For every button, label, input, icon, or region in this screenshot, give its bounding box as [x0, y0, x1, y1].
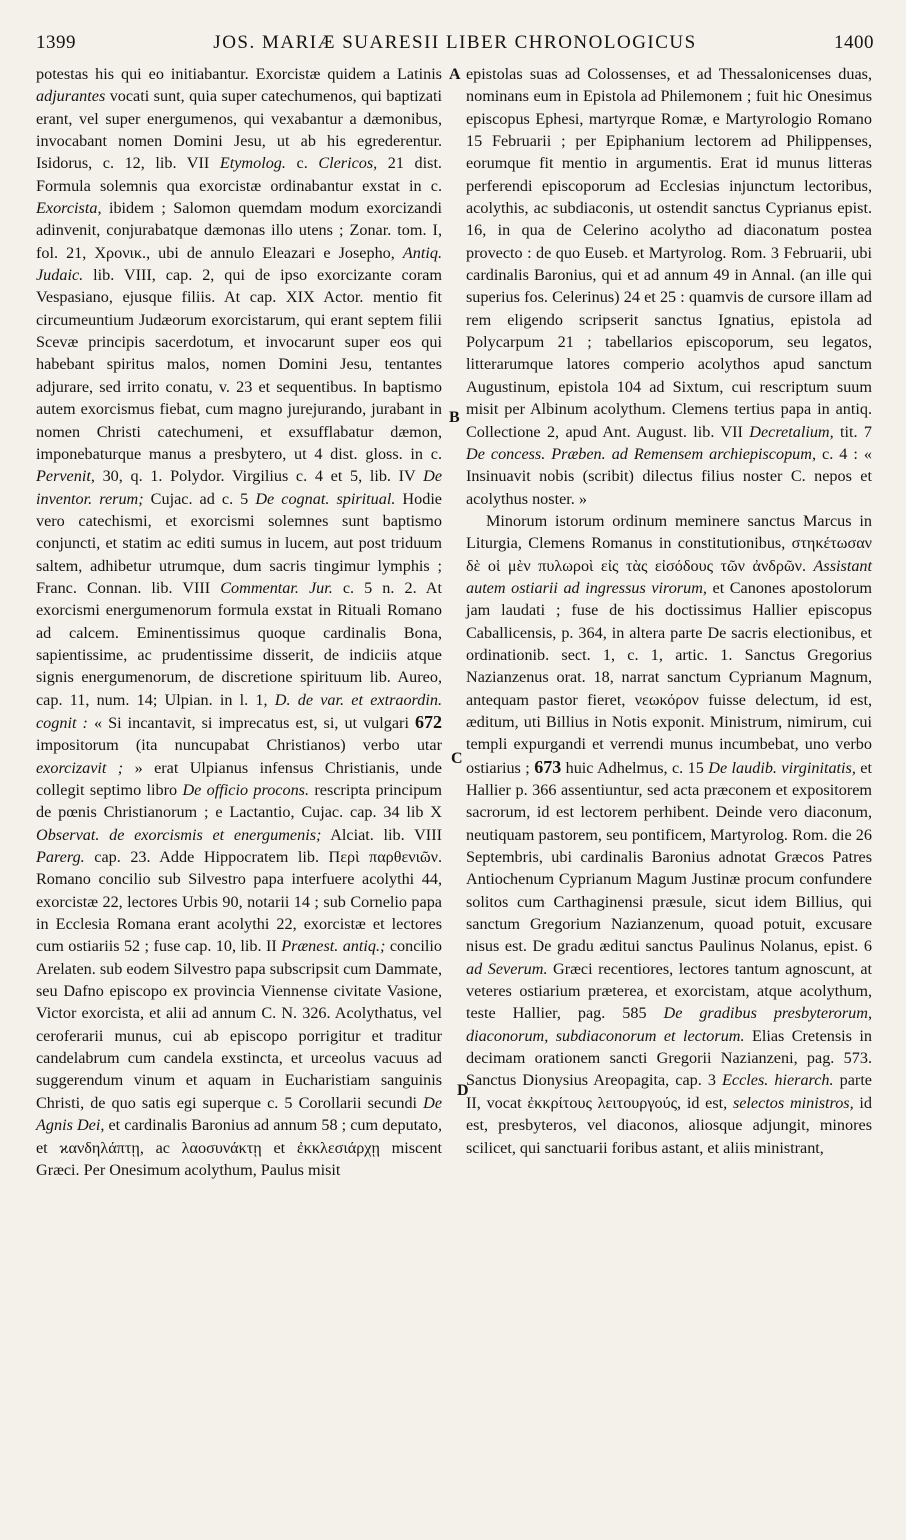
- italic-run: De inventor. rerum;: [36, 467, 442, 508]
- text-run: et Canones apostolorum jam laudati ; fuse de his doctissimus Hallier episcopus Caballicensis, p. 364, in altera parte De sacris electionibus, et ordinationib. sect. 1, c. 1, artic. 1. Sanctus Gregorius Nazianzenus orat. 18, narrat sanctum Cyprianum Magnum, antequam pastor fieret, νεωκόρον fuisse delectum, id est, æditum, uti Billius in Notis exponit. Ministrum, nimirum, cui templi expurgandi et verrendi munus incumbebat, uno verbo ostiarius ;: [466, 578, 872, 777]
- italic-run: Prænest. antiq.;: [281, 937, 386, 956]
- italic-run: Clericos,: [318, 154, 378, 173]
- left-column: [36, 63, 442, 1181]
- text-run: « Si incantavit, si imprecatus est, si, ut vulgari: [87, 713, 415, 732]
- italic-run: Eccles. hierarch.: [722, 1071, 834, 1090]
- italic-run: Antiq. Judaic.: [36, 243, 442, 285]
- text-run: » erat Ulpianus infensus Christianis, unde collegit septimo libro: [36, 758, 442, 799]
- italic-run: selectos ministros,: [732, 1093, 854, 1112]
- italic-run: De cognat. spiritual.: [255, 489, 396, 508]
- italic-run: ad Severum.: [466, 959, 548, 978]
- text-run: et cardinalis Baronius ad annum 58 ; cum deputato, et ϰανδηλάπτῃ, ac λαοσυνάκτῃ et ἐκκλεσιάρχῃ miscent Græci. Per Onesimum acolythum, Paulus misit: [36, 1116, 442, 1179]
- italic-run: Assistant autem ostiarii ad ingressus virorum,: [466, 556, 872, 597]
- text-run: Græci recentiores, lectores tantum agnoscunt, at veteres ostiarium præterea, et exorcistam, atque acolythum, teste Hallier, pag. 585: [466, 959, 873, 1023]
- italic-run: D. de var. et extraordin. cognit :: [36, 690, 442, 732]
- italic-run: exorcizavit ;: [36, 758, 124, 777]
- text-run: lib. VIII, cap. 2, qui de ipso exorcizante coram Vespasiano, ejusque filiis. At cap. XIX Actor. mentio fit circumeuntium Judæorum exorcistarum, qui erant septem filii Scevæ principis sacerdotum, et invocarunt super eos qui habebant spiritus malos, nomen Domini Jesu, tentantes adjurare, sed irrito conatu, v. 23 et sequentibus. In baptismo autem exorcismus fiebat, cum magno jurejurando, jurabant in nomen Christi catechumeni, et exsufflabatur dæmon, imponebaturque manus a presbytero, ut 4 dist. gloss. in c.: [36, 266, 442, 463]
- text-run: epistolas suas ad Colossenses, et ad Thessalonicenses duas, nominans eum in Epistola ad Philemonem ; fuit hic Onesimus episcopus Ephesi, martyrque Romæ, e Martyrologio Romano 15 Februarii ; per Epiphanium lectorem ad Philippenses, eorumque fit mentio in argumentis. Erat id munus litteras perferendi episcoporum ad Ecclesias injunctum lectoribus, acolythis, ac subdiaconis, ut ostendit sanctus Cyprianus epist. 16, in qua de Celerino acolytho ad diaconatum postea provecto : de quo Euseb. et Martyrolog. Rom. 3 Februarii, ubi cardinalis Baronius, qui et ad annum 49 in Annal. (an ille qui superius fos. Celerinus) 24 et 25 : quamvis de cursore illam ad rem eligendo scripserit sanctus Ignatius, epistola ad Polycarpum 21 ; tabellarios episcoporum, seu legatos, litterarumque latores comperio acolythos apud sanctum Augustinum, epistola 104 ad Sixtum, cui rescriptum suum misit per Albinum acolythum. Clemens tertius papa in antiq. Collectione 2, apud Ant. August. lib. VII: [466, 65, 872, 441]
- text-run: ibidem ; Salomon quemdam modum exorcizandi adinvenit, conjurabatque dæmonas illo utens ; Zonar. tom. I, fol. 21, Χρονικ., ubi de annulo Eleazari e Josepho,: [36, 199, 442, 262]
- italic-run: adjurantes: [36, 87, 106, 106]
- text-run: impositorum (ita nuncupabat Christianos) verbo utar: [36, 736, 442, 755]
- text-run: id est, presbyteros, vel diaconos, aliosque adjungit, minores scilicet, qui sanctuarii foribus astant, et aliis ministrant,: [466, 1093, 872, 1157]
- running-title: JOS. MARIÆ SUARESII LIBER CHRONOLOGICUS: [213, 32, 697, 53]
- text-run: Elias Cretensis in decimam orationem sancti Gregorii Nazianzeni, pag. 573. Sanctus Dionysius Areopagita, cap. 3: [466, 1026, 872, 1090]
- text-run: vocati sunt, quia super catechumenos, qui baptizati erant, vel super energumenos, qui vexabantur a dæmonibus, invocabant nomen Domini Jesu, ut ab his egrederentur. Isidorus, c. 12, lib. VII: [36, 87, 442, 173]
- text-run: potestas his qui eo initiabantur. Exorcistæ quidem a Latinis: [36, 65, 442, 83]
- italic-run: Etymolog.: [219, 154, 286, 173]
- text-run: et Hallier p. 366 assentiuntur, sed acta præconem et expositorem sacrorum, id est lectorem perhibent. Deinde vero diaconum, neutiquam pastorem, seu pontificem, Martyrolog. Rom. die 26 Septembris, ubi cardinalis Baronius adnotat Græcos Patres Antiochenum Cyprianum Magum Justinæ procum confundere solitos cum Carthaginensi præsule, sicut idem Billius, qui sanctum Gregorium Nazianzenum, quoad potuit, excusare nisus est. De gradu æditui sanctus Paulinus Nolanus, epist. 6: [466, 758, 872, 956]
- margin-marker-a: A: [449, 66, 461, 83]
- left-paragraph: [36, 63, 442, 1181]
- text-run: c. 4 : « Insinuavit nobis (scribit) dilectus filius noster C. nepos et acolythus noster. »: [466, 444, 873, 508]
- right-paragraph-1: [466, 63, 872, 510]
- text-run: c.: [285, 154, 319, 173]
- right-paragraph-2: [466, 510, 872, 1159]
- italic-run: Parerg.: [36, 848, 85, 867]
- text-run: concilio Arelaten. sub eodem Silvestro papa subscripsit cum Dammate, seu Dafno episcopo ex provincia Viennense civitate Vasione, Victor exorcista, et alii ad annum C. N. 326. Acolythatus, vel ceroferarii munus, cui ab episcopo porrigitur et traditur candelabrum cum candela exstincta, et urceolus vacuus ad suggerendum vinum et aquam in Eucharistiam sanguinis Christi, de quo satis egi superque c. 5 Corollarii secundi: [36, 937, 442, 1112]
- italic-run: De gradibus presbyterorum, diaconorum, subdiaconorum et lectorum.: [466, 1004, 872, 1045]
- italic-run: Pervenit,: [36, 467, 95, 486]
- page-number-right: 1400: [834, 32, 874, 53]
- text-run: tit. 7: [833, 422, 872, 441]
- text-run: Hodie vero catechismi, et exorcismi solemnes sunt baptismo conjuncti, et statim ac editi sumus in lucem, aut post triduum saltem, adhibetur utrumque, dum sacris tingimur lymphis ; Franc. Connan. lib. VIII: [36, 489, 442, 597]
- column-number-672: 672: [415, 711, 442, 732]
- italic-run: De laudib. virginitatis,: [708, 758, 856, 777]
- margin-marker-c: C: [451, 750, 463, 767]
- margin-marker-d: D: [457, 1082, 469, 1099]
- column-number-673: 673: [534, 756, 562, 777]
- text-run: Cujac. ad c. 5: [143, 489, 256, 508]
- text-run: 21 dist. Formula solemnis qua exorcistæ ordinabantur exstat in c.: [36, 154, 442, 195]
- text-run: c. 5 n. 2. At exorcismi energumenorum formula exstat in Rituali Romano ad calcem. Eminentissimus quoque cardinalis Bona, sapientissime, ac prudentissime disserit, de indiciis atque signis energumenorum, de discretione spirituum lib. Aureo, cap. 11, num. 14; Ulpian. in l. 1,: [36, 578, 442, 709]
- italic-run: Observat. de exorcismis et energumenis;: [36, 825, 322, 844]
- italic-run: De officio procons.: [182, 781, 310, 799]
- italic-run: De concess. Præben. ad Remensem archiepiscopum,: [466, 444, 817, 463]
- margin-marker-b: B: [449, 409, 460, 426]
- italic-run: De Agnis Dei,: [36, 1093, 442, 1135]
- right-column: [466, 63, 872, 1159]
- text-run: huic Adhelmus, c. 15: [561, 758, 709, 777]
- text-run: cap. 23. Adde Hippocratem lib. Περὶ παρθενιῶν. Romano concilio sub Silvestro papa interfuere acolythi 44, exorcistæ 22, lectores Urbis 90, notarii 14 ; sub Cornelio papa in Ecclesia Romana erant acolythi 22, exorcistæ et lectores cum ostiariis 52 ; fuse cap. 10, lib. II: [36, 848, 442, 956]
- page-number-left: 1399: [36, 32, 76, 53]
- text-run: 30, q. 1. Polydor. Virgilius c. 4 et 5, lib. IV: [94, 467, 424, 486]
- italic-run: Decretalium,: [749, 422, 834, 441]
- text-run: rescripta principum de pœnis Christianorum ; e Lactantio, Cujac. cap. 34 lib X: [36, 781, 442, 822]
- running-header: [36, 32, 874, 60]
- text-run: Minorum istorum ordinum meminere sanctus Marcus in Liturgia, Clemens Romanus in constitutionibus, στηκέτωσαν δὲ οἱ μὲν πυλωροὶ εἰς τὰς εἰσόδους τῶν ἀνδρῶν.: [466, 511, 872, 575]
- text-run: Alciat. lib. VIII: [321, 825, 442, 844]
- text-run: parte II, vocat ἐκκρίτους λειτουργούς, id est,: [466, 1071, 872, 1112]
- italic-run: Commentar. Jur.: [220, 578, 333, 597]
- italic-run: Exorcista,: [36, 199, 102, 218]
